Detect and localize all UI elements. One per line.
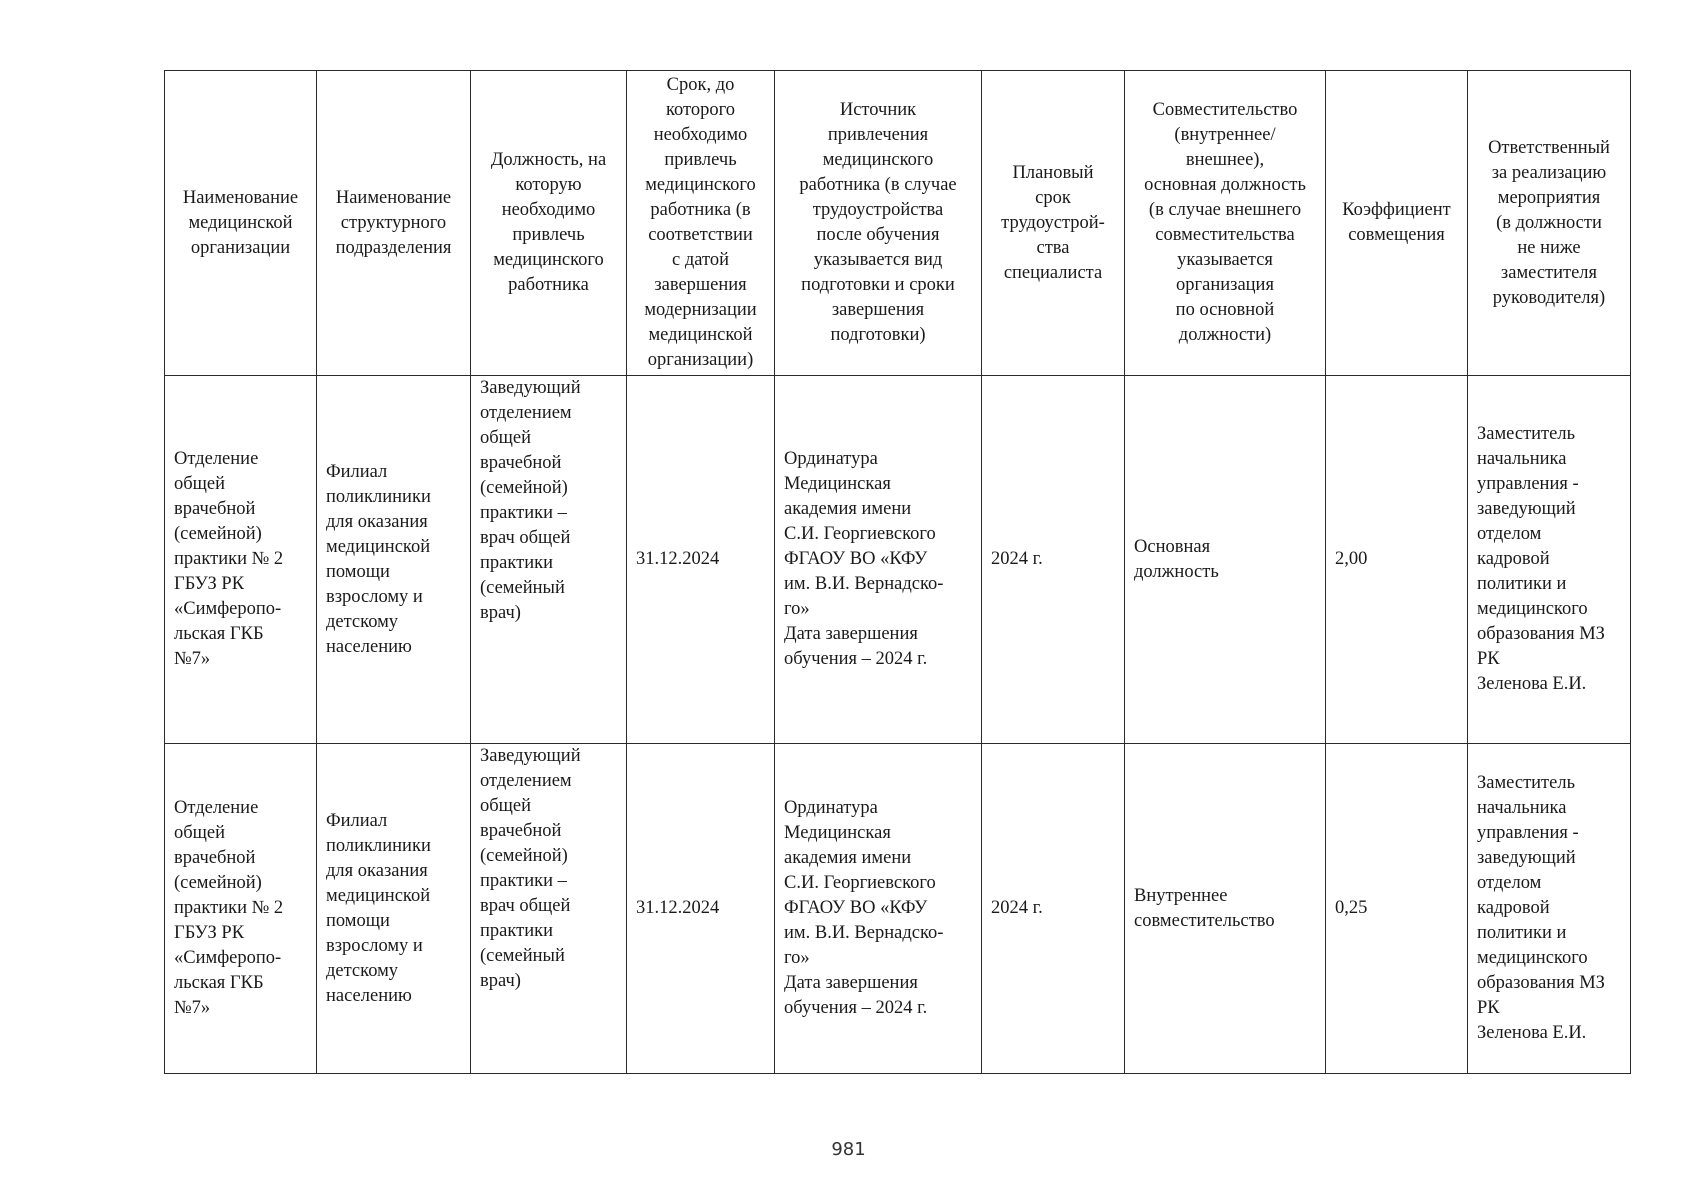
table-row [165, 376, 1631, 744]
cell-unit: Филиал поликлиники для оказания медицинской помощи взрослому и детскому населению [317, 376, 471, 744]
cell-org: Отделение общей врачебной (семейной) практики № 2 ГБУЗ РК «Симферопо- льская ГКБ №7» [165, 376, 317, 744]
header-combination: Совместительство (внутреннее/ внешнее), основная должность (в случае внешнего совместительства указывается организация по основной должности) [1125, 71, 1326, 376]
page-number: 981 [831, 1139, 866, 1160]
table-row [165, 744, 1631, 1074]
cell-org: Отделение общей врачебной (семейной) практики № 2 ГБУЗ РК «Симферопо- льская ГКБ №7» [165, 744, 317, 1074]
cell-combination: Внутреннее совместительство [1125, 744, 1326, 1074]
header-source: Источник привлечения медицинского работника (в случае трудоустройства после обучения указывается вид подготовки и сроки завершения подготовки) [775, 71, 982, 376]
cell-position: Заведующий отделением общей врачебной (семейной) практики – врач общей практики (семейный врач) [471, 376, 627, 744]
header-position: Должность, на которую необходимо привлечь медицинского работника [471, 71, 627, 376]
header-planned: Плановый срок трудоустрой- ства специалиста [982, 71, 1125, 376]
table-header-row [165, 71, 1631, 376]
header-responsible: Ответственный за реализацию мероприятия (в должности не ниже заместителя руководителя) [1468, 71, 1631, 376]
cell-source: Ординатура Медицинская академия имени С.И. Георгиевского ФГАОУ ВО «КФУ им. В.И. Вернадско- го» Дата завершения обучения – 2024 г. [775, 376, 982, 744]
cell-deadline: 31.12.2024 [627, 744, 775, 1074]
header-deadline: Срок, до которого необходимо привлечь медицинского работника (в соответствии с датой завершения модернизации медицинской организации) [627, 71, 775, 376]
cell-coefficient: 0,25 [1326, 744, 1468, 1074]
cell-position: Заведующий отделением общей врачебной (семейной) практики – врач общей практики (семейный врач) [471, 744, 627, 1074]
staffing-table [164, 70, 1631, 1074]
cell-responsible: Заместитель начальника управления - заведующий отделом кадровой политики и медицинского образования МЗ РК Зеленова Е.И. [1468, 744, 1631, 1074]
cell-responsible: Заместитель начальника управления - заведующий отделом кадровой политики и медицинского образования МЗ РК Зеленова Е.И. [1468, 376, 1631, 744]
header-unit: Наименование структурного подразделения [317, 71, 471, 376]
cell-source: Ординатура Медицинская академия имени С.И. Георгиевского ФГАОУ ВО «КФУ им. В.И. Вернадско- го» Дата завершения обучения – 2024 г. [775, 744, 982, 1074]
cell-planned: 2024 г. [982, 744, 1125, 1074]
cell-coefficient: 2,00 [1326, 376, 1468, 744]
cell-unit: Филиал поликлиники для оказания медицинской помощи взрослому и детскому населению [317, 744, 471, 1074]
header-coefficient: Коэффициент совмещения [1326, 71, 1468, 376]
cell-combination: Основная должность [1125, 376, 1326, 744]
header-org: Наименование медицинской организации [165, 71, 317, 376]
cell-deadline: 31.12.2024 [627, 376, 775, 744]
cell-planned: 2024 г. [982, 376, 1125, 744]
